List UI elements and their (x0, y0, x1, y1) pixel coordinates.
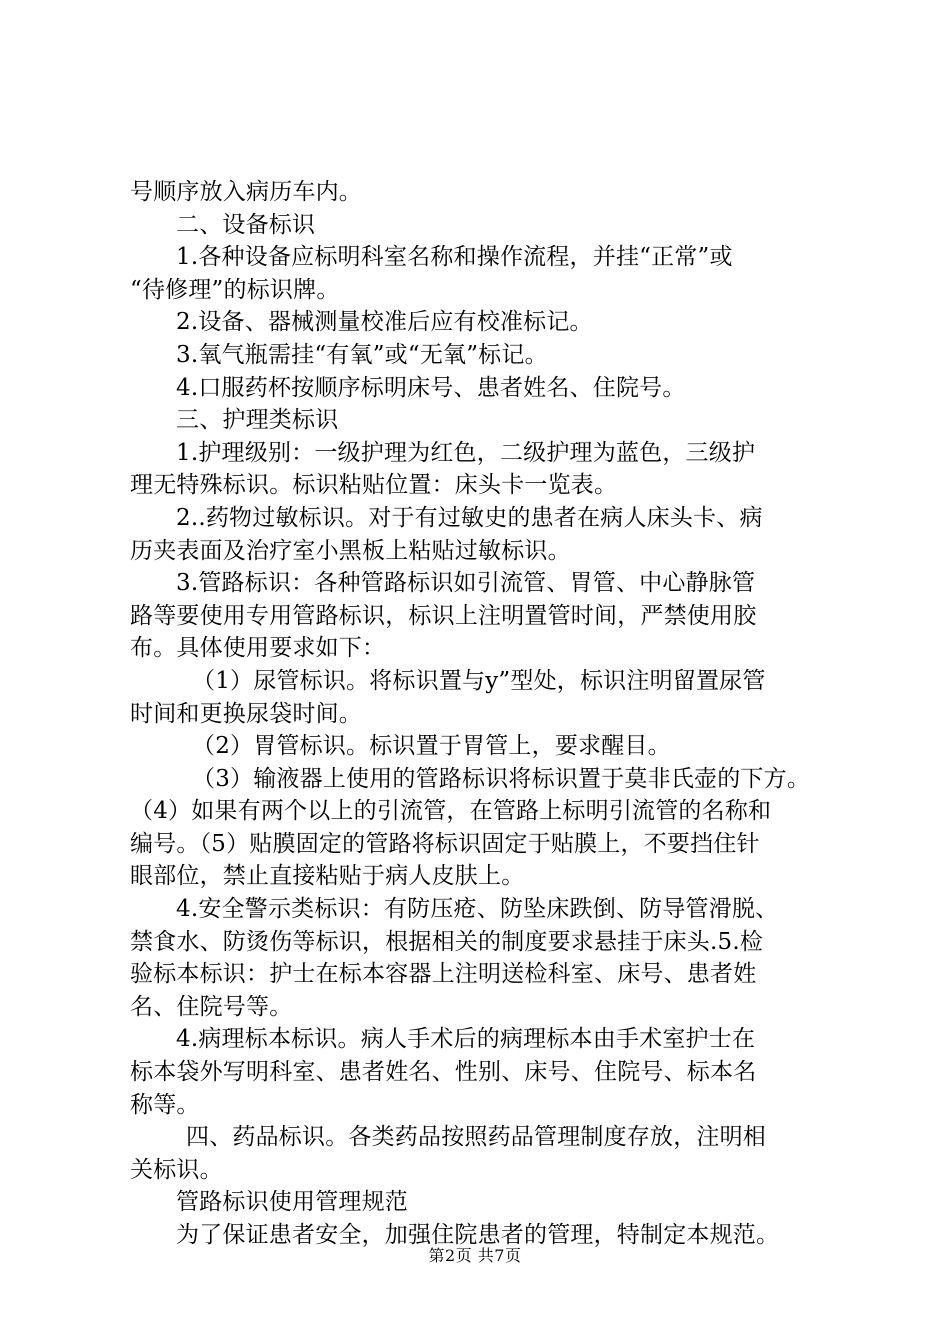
text-line: 验标本标识：护士在标本容器上注明送检科室、床号、患者姓 (130, 961, 757, 988)
text-line: 管路标识使用管理规范 (176, 1189, 408, 1216)
text-line: （1）尿管标识。将标识置与y”型处，标识注明留置尿管 (192, 667, 766, 694)
text-line: 眼部位，禁止直接粘贴于病人皮肤上。 (130, 863, 525, 890)
page-footer: 第2页 共7页 (428, 1246, 522, 1265)
text-line: 4.口服药杯按顺序标明床号、患者姓名、住院号。 (176, 374, 686, 401)
text-line: 禁食水、防烫伤等标识，根据相关的制度要求悬挂于床头.5.检 (130, 928, 764, 955)
text-line: 三、护理类标识 (176, 407, 339, 434)
text-line: （3）输液器上使用的管路标识将标识置于莫非氏壶的下方。 (192, 765, 811, 792)
text-line: 路等要使用专用管路标识，标识上注明置管时间，严禁使用胶 (130, 602, 757, 629)
text-line: 四、药品标识。各类药品按照药品管理制度存放，注明相 (186, 1124, 766, 1151)
text-line: 名、住院号等。 (130, 993, 293, 1020)
text-line: 称等。 (130, 1091, 200, 1118)
text-line: 时间和更换尿袋时间。 (130, 700, 362, 727)
text-line: 二、设备标识 (176, 211, 316, 238)
text-line: 布。具体使用要求如下： (130, 635, 386, 662)
text-line: 理无特殊标识。标识粘贴位置：床头卡一览表。 (130, 472, 618, 499)
text-line: （4）如果有两个以上的引流管，在管路上标明引流管的名称和 (130, 798, 772, 825)
text-line: 标本袋外写明科室、患者姓名、性别、床号、住院号、标本名 (130, 1059, 757, 1086)
text-line: 关标识。 (130, 1156, 223, 1183)
text-line: 编号。（5）贴膜固定的管路将标识固定于贴膜上，不要挡住针 (130, 830, 760, 857)
text-line: “待修理”的标识牌。 (130, 276, 340, 303)
text-line: 1.护理级别：一级护理为红色，二级护理为蓝色，三级护 (176, 439, 756, 466)
text-line: 号顺序放入病历车内。 (130, 179, 362, 205)
text-line: 2..药物过敏标识。对于有过敏史的患者在病人床头卡、病 (176, 504, 763, 531)
text-line: 历夹表面及治疗室小黑板上粘贴过敏标识。 (130, 537, 571, 564)
text-line: 4.安全警示类标识：有防压疮、防坠床跌倒、防导管滑脱、 (176, 896, 779, 923)
text-line: （2）胃管标识。标识置于胃管上，要求醒目。 (192, 733, 671, 760)
text-line: 为了保证患者安全，加强住院患者的管理，特制定本规范。 (176, 1222, 780, 1248)
text-line: 2.设备、器械测量校准后应有校准标记。 (176, 309, 593, 336)
text-line: 1.各种设备应标明科室名称和操作流程，并挂“正常”或 (176, 244, 733, 271)
document-body (130, 176, 850, 1252)
text-line: 3.管路标识：各种管路标识如引流管、胃管、中心静脉管 (176, 570, 756, 597)
text-line: 4.病理标本标识。病人手术后的病理标本由手术室护士在 (176, 1026, 756, 1053)
text-line: 3.氧气瓶需挂“有氧”或“无氧”标记。 (176, 341, 548, 368)
